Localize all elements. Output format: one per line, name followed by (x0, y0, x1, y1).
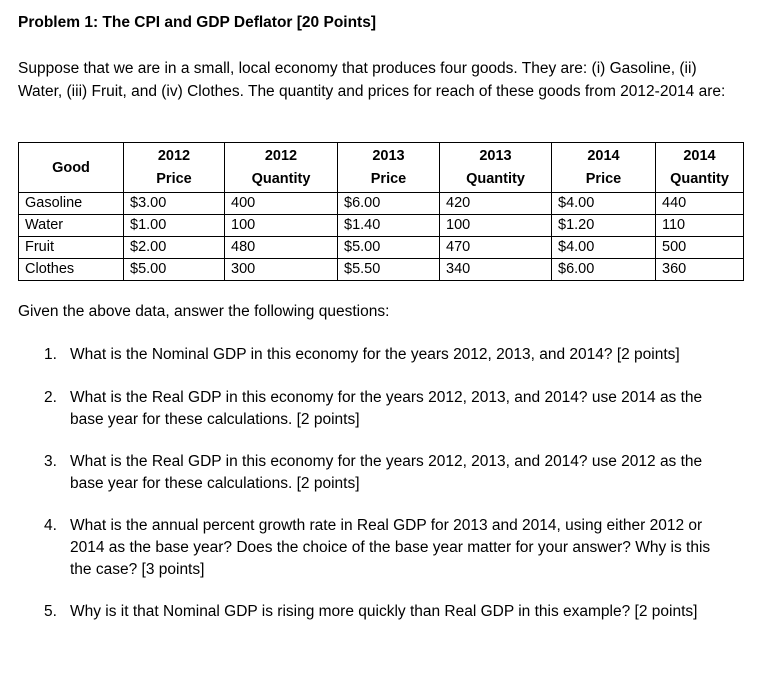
table-cell: $5.00 (124, 259, 225, 281)
question-item (44, 451, 734, 495)
question-list (44, 344, 734, 623)
problem-title: Problem 1: The CPI and GDP Deflator [20 Points] (18, 14, 376, 31)
table-row (19, 193, 744, 215)
header-2014-quantity (656, 143, 744, 193)
good-name: Gasoline (19, 193, 124, 215)
question-item (44, 344, 734, 366)
header-2013-quantity (440, 143, 552, 193)
table-cell: 440 (656, 193, 744, 215)
table-header-row (19, 143, 744, 193)
header-year: 2013 (479, 148, 512, 164)
header-2012-price (124, 143, 225, 193)
question-number: 2. (44, 389, 57, 406)
header-kind: Quantity (466, 171, 525, 187)
header-kind: Quantity (670, 171, 729, 187)
question-text: What is the Nominal GDP in this economy for the years 2012, 2013, and 2014? [2 points] (70, 346, 680, 363)
question-item (44, 515, 734, 581)
question-number: 5. (44, 603, 57, 620)
header-kind: Price (370, 171, 407, 187)
instructions-text: Given the above data, answer the following questions: (18, 303, 390, 320)
table-cell: 480 (225, 237, 338, 259)
question-item (44, 601, 734, 623)
table-cell: $1.20 (552, 215, 656, 237)
question-text: What is the Real GDP in this economy for the years 2012, 2013, and 2014? use 2014 as the base year for these calculations. [2 points] (70, 389, 703, 428)
table-cell: $1.00 (124, 215, 225, 237)
question-text: What is the annual percent growth rate in Real GDP for 2013 and 2014, using either 2012 or 2014 as the base year? Does the choice of the base year matter for your answer? Why is this the case? [3 points] (70, 517, 711, 578)
header-2014-price (552, 143, 656, 193)
question-number: 4. (44, 517, 57, 534)
good-name: Clothes (19, 259, 124, 281)
question-text: What is the Real GDP in this economy for the years 2012, 2013, and 2014? use 2012 as the base year for these calculations. [2 points] (70, 453, 703, 492)
table-cell: 110 (656, 215, 744, 237)
header-kind: Price (585, 171, 622, 187)
table-cell: $3.00 (124, 193, 225, 215)
table-row (19, 215, 744, 237)
header-kind: Price (156, 171, 192, 187)
question-number: 1. (44, 346, 57, 363)
header-year: 2012 (264, 148, 298, 164)
table-cell: $1.40 (338, 215, 440, 237)
table-cell: 470 (440, 237, 552, 259)
header-year: 2014 (683, 148, 716, 164)
header-year: 2012 (157, 148, 191, 164)
table-cell: 500 (656, 237, 744, 259)
question-item (44, 387, 734, 431)
table-cell: 100 (440, 215, 552, 237)
problem-intro: Suppose that we are in a small, local economy that produces four goods. They are: (i) Gasoline, (ii) Water, (iii) Fruit, and (iv) Clothes. The quantity and prices for reach of these goods from 2012-2014 are: (18, 60, 726, 100)
good-name: Water (19, 215, 124, 237)
table-cell: 100 (225, 215, 338, 237)
table-cell: 300 (225, 259, 338, 281)
table-cell: $6.00 (552, 259, 656, 281)
table-row (19, 259, 744, 281)
table-cell: $5.50 (338, 259, 440, 281)
header-2013-price (338, 143, 440, 193)
header-year: 2013 (372, 148, 405, 164)
good-name: Fruit (19, 237, 124, 259)
question-number: 3. (44, 453, 57, 470)
table-cell: 360 (656, 259, 744, 281)
table-cell: $4.00 (552, 193, 656, 215)
table-cell: $2.00 (124, 237, 225, 259)
header-kind: Quantity (251, 171, 311, 187)
goods-data-table (18, 142, 744, 281)
table-row (19, 237, 744, 259)
header-2012-quantity (225, 143, 338, 193)
table-cell: $4.00 (552, 237, 656, 259)
table-cell: 340 (440, 259, 552, 281)
table-cell: $5.00 (338, 237, 440, 259)
question-text: Why is it that Nominal GDP is rising more quickly than Real GDP in this example? [2 points] (70, 603, 698, 620)
table-cell: $6.00 (338, 193, 440, 215)
table-cell: 420 (440, 193, 552, 215)
table-cell: 400 (225, 193, 338, 215)
header-good: Good (19, 143, 124, 193)
header-year: 2014 (587, 148, 620, 164)
